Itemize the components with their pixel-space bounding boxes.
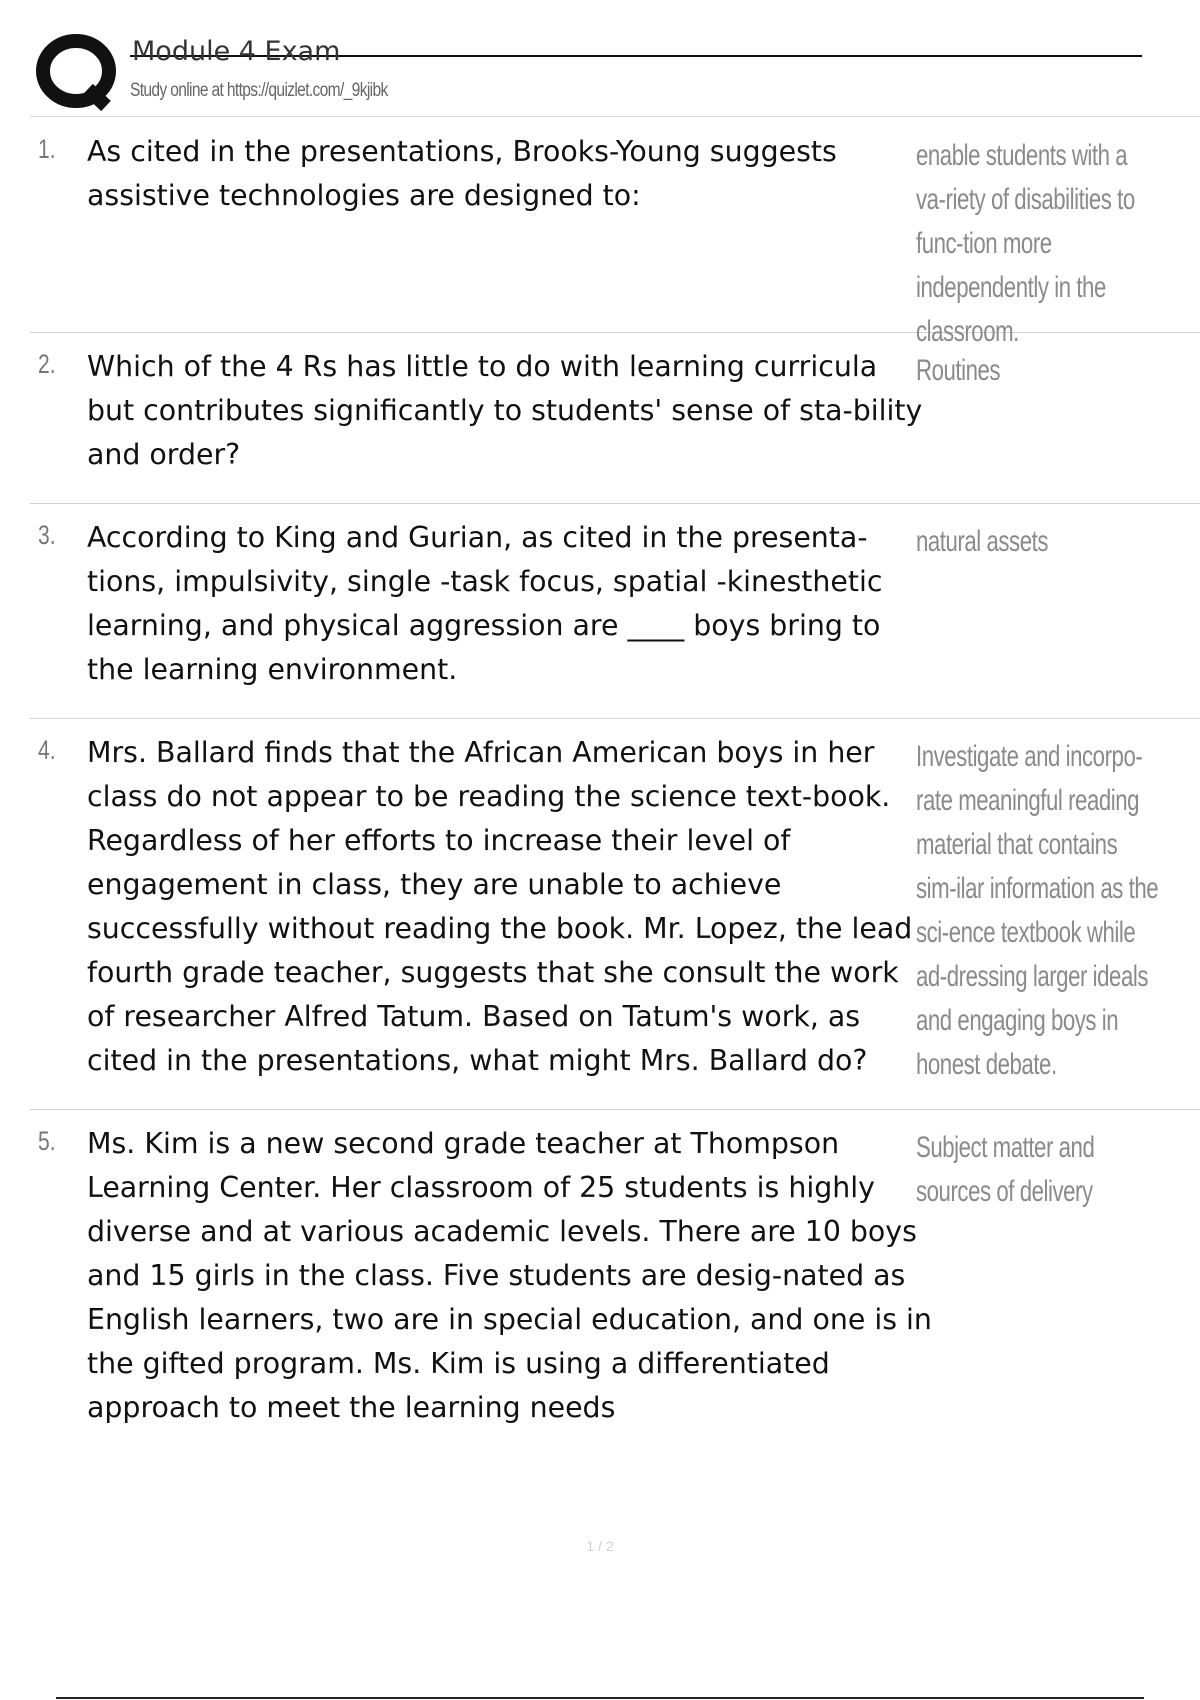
question-number: 5. bbox=[38, 1126, 56, 1156]
question-number: 3. bbox=[38, 520, 56, 550]
question-item bbox=[30, 118, 1200, 348]
document-header bbox=[30, 30, 1140, 120]
question-item bbox=[30, 1110, 1200, 1456]
question-text: Ms. Kim is a new second grade teacher at Thompson Learning Center. Her classroom of 25 students is highly diverse and at various academic levels. There are 10 boys and 15 girls in the class. Five students are desig-nated as English learners, two are in special education, and one is in the gifted program. Ms. Kim is using a differentiated approach to meet the learning needs bbox=[87, 1127, 932, 1424]
question-number: 2. bbox=[38, 349, 56, 379]
answer-text: natural assets bbox=[916, 525, 1048, 558]
question-number: 1. bbox=[38, 134, 56, 164]
question-text: Which of the 4 Rs has little to do with learning curricula but contributes significantly to students' sense of sta-bility and order? bbox=[87, 350, 923, 471]
answer-text: enable students with a va-riety of disabilities to func-tion more independently in the classroom. bbox=[916, 139, 1135, 348]
question-text: Mrs. Ballard finds that the African American boys in her class do not appear to be reading the science text-book. Regardless of her efforts to increase their level of engagement in class, they are unable to achieve successfully without reading the book. Mr. Lopez, the lead fourth grade teacher, suggests that she consult the work of researcher Alfred Tatum. Based on Tatum's work, as cited in the presentations, what might Mrs. Ballard do? bbox=[87, 736, 913, 1077]
quizlet-q-logo-icon bbox=[32, 34, 142, 114]
document-title: Module 4 Exam bbox=[132, 36, 341, 67]
footer-divider bbox=[56, 1697, 1144, 1699]
question-text: As cited in the presentations, Brooks-Young suggests assistive technologies are designed to: bbox=[87, 135, 837, 212]
answer-text: Routines bbox=[916, 354, 1001, 387]
question-list bbox=[30, 118, 1200, 1456]
question-item bbox=[30, 504, 1200, 719]
answer-text: Investigate and incorpo-rate meaningful reading material that contains sim-ilar information as the sci-ence textbook while ad-dressing larger ideals and engaging boys in honest debate. bbox=[916, 740, 1159, 1081]
header-divider bbox=[30, 116, 1200, 117]
page-number: 1 / 2 bbox=[586, 1538, 614, 1554]
answer-text: Subject matter and sources of delivery bbox=[916, 1131, 1095, 1208]
question-number: 4. bbox=[38, 735, 56, 765]
question-text: According to King and Gurian, as cited in the presenta-tions, impulsivity, single -task focus, spatial -kinesthetic learning, and physical aggression are ____ boys bring to the learning environment. bbox=[87, 521, 883, 686]
question-item bbox=[30, 333, 1200, 504]
question-item bbox=[30, 719, 1200, 1110]
study-online-link[interactable]: Study online at https://quizlet.com/_9kjibk bbox=[130, 80, 388, 101]
